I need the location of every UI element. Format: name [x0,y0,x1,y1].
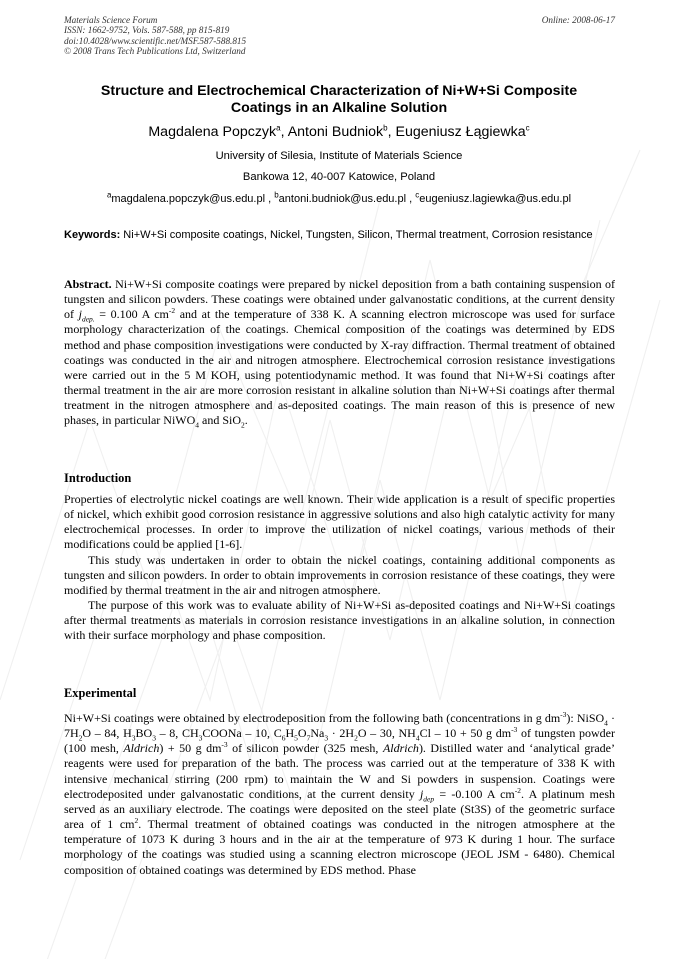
abstract-text: = 0.100 A cm [94,307,169,322]
experimental-text: · 2H [328,726,355,741]
author-name: Magdalena Popczyk [148,124,277,140]
affiliation-mark: c [525,123,530,133]
subscript: 2 [78,733,83,743]
author-name: Antoni Budniok [287,124,384,140]
subscript: 5 [294,733,298,743]
title-line-1: Structure and Electrochemical Characterization of Ni+W+Si Composite [100,83,578,99]
email-link[interactable]: magdalena.popczyk@us.edu.pl , [111,193,275,205]
superscript: -2 [514,785,522,795]
supplier-name: Aldrich [123,741,160,756]
email-mark: b [274,190,279,200]
experimental-text: Na [310,726,325,741]
experimental-text: – 8, CH [155,726,199,741]
superscript: -3 [560,710,567,719]
experimental-text: ). Distilled water and ‘analytical grade’ reagents were used for preparation of the bath. The process was carried out at the temperature of 338 K with intensive mechanical stirring (200 rpm) to maintain the W and Si powders in suspension. Coatings were electrodeposited under galvanostatic conditions, at the current density [64,741,615,801]
subscript: 3 [152,733,156,743]
title-line-2: Coatings in an Alkaline Solution [230,100,448,116]
experimental-text: of silicon powder (325 mesh, [227,741,383,756]
affiliation-address: Bankowa 12, 40-007 Katowice, Poland [242,171,436,183]
experimental-text: . A platinum mesh served as an auxiliary electrode. The coatings were deposited on the steel plate (St3S) of the geometric surface area of 1 cm [64,786,615,832]
journal-name: Materials Science Forum [64,15,158,25]
email-link[interactable]: eugeniusz.lagiewka@us.edu.pl [419,193,572,205]
superscript: -3 [221,740,228,750]
experimental-text: Cl – 10 + 50 g dm [419,726,512,741]
doi-line[interactable]: doi:10.4028/www.scientific.net/MSF.587-588.815 [64,35,247,46]
subscript: 7 [306,733,311,743]
affiliation-mark: a [276,123,281,133]
experimental-text: O – 30, NH [357,726,416,741]
author-separator: , [387,124,396,140]
email-mark: c [415,190,420,200]
experimental-text: ): NiSO [566,711,605,725]
abstract-text: . [244,413,248,428]
experimental-text: H [285,726,295,741]
affiliation-mark: b [383,123,388,133]
paragraph: Properties of electrolytic nickel coatings are well known. Their wide application is a result of specific properties of nickel, which exhibit good corrosion resistance in aggressive solutions and also high catalytic activity for many electrochemical processes. In order to improve the utilization of nickel coatings, various methods of their modifications could be applied [1-6]. [64,492,615,552]
experimental-text: O [297,726,307,741]
subscript: 4 [195,420,200,430]
copyright-line: © 2008 Trans Tech Publications Ltd, Switzerland [64,46,246,57]
affiliation-institution: University of Silesia, Institute of Materials Science [215,150,463,162]
abstract [64,277,615,429]
subscript: 2 [241,420,245,430]
supplier-name: Aldrich [382,741,419,756]
symbol-j: j [78,307,82,322]
experimental-text: ) + 50 g dm [159,741,222,756]
symbol-subscript: dep. [81,314,95,324]
subscript: 2 [354,733,358,743]
author-list [40,124,638,140]
email-mark: a [106,190,112,200]
online-date: Online: 2008-06-17 [541,15,615,25]
keywords-label: Keywords: [64,229,121,241]
symbol-subscript: dep [423,794,435,804]
keywords [64,228,618,242]
subscript: 3 [198,733,203,743]
section-heading-introduction: Introduction [64,471,132,485]
experimental-section [64,711,615,878]
subscript: 6 [281,733,286,743]
experimental-text: O – 84, H [82,726,132,741]
subscript: 4 [604,718,608,728]
paragraph: This study was undertaken in order to obtain the nickel coatings, containing additional components as tungsten and silicon powders. In order to obtain improvements in corrosion resistance of these coatings, they were modified by thermal treatment in the air and nitrogen atmosphere. [64,552,615,597]
email-link[interactable]: antoni.budniok@us.edu.pl , [278,193,416,205]
experimental-text: Ni+W+Si coatings were obtained by electrodeposition from the following bath (concentrations in g dm [64,711,561,725]
experimental-text: · 7H [64,711,616,741]
experimental-text: = -0.100 A cm [434,786,515,801]
experimental-text: COONa – 10, C [202,726,282,741]
author-separator: , [280,124,288,140]
abstract-text: and SiO [199,413,242,428]
subscript: 3 [131,733,136,743]
paper-title [40,83,638,117]
paragraph: The purpose of this work was to evaluate ability of Ni+W+Si as-deposited coatings and Ni+W+Si coatings after thermal treatments as materials in corrosion resistance investigations in an alkaline solution, in connection with their surface morphology and phase composition. [64,598,615,643]
superscript: -3 [511,725,518,735]
symbol-j: j [419,786,424,801]
introduction-section [64,492,615,644]
subscript: 3 [324,733,329,743]
experimental-text: of tungsten powder (100 mesh, [64,726,615,756]
author-name: Eugeniusz Łągiewka [395,124,526,140]
abstract-text: and at the temperature of 338 K. A scanning electron microscope was used for surface morphology characterization of the coatings. Chemical composition of the coatings was determined by EDS method and phase composition investigations were conducted by X-ray diffraction. Thermal treatment of obtained coatings was conducted in the air and nitrogen atmosphere. Electrochemical corrosion resistance investigations were carried out in the 5 M KOH, using potentiodynamic method. It was found that Ni+W+Si coatings after thermal treatment in the air are more corrosion resistant in alkaline solution than Ni+W+Si coatings after thermal treatment in the nitrogen atmosphere and as-deposited coatings. The main reason of this is presence of new phases, in particular NiWO [64,307,615,428]
superscript: -2 [168,306,176,316]
keywords-text: Ni+W+Si composite coatings, Nickel, Tungsten, Silicon, Thermal treatment, Corrosion resistance [120,229,593,241]
abstract-label: Abstract. [64,277,112,291]
experimental-text: . Thermal treatment of obtained coatings was conducted in the nitrogen atmosphere at the temperature of 1073 K during 3 hours and in the air at the temperature of 973 K during 1 hour. The surface morphology of the coatings was studied using a scanning electron microscope (JEOL JSM - 6480). Chemical composition of obtained coatings was determined by EDS method. Phase [64,817,615,877]
superscript: 2 [134,816,139,826]
subscript: 4 [415,733,420,743]
issn-line: ISSN: 1662-9752, Vols. 587-588, pp 815-819 [64,25,230,36]
experimental-text: BO [135,726,153,741]
author-emails [40,190,638,205]
abstract-text: Ni+W+Si composite coatings were prepared by nickel deposition from a bath containing suspension of tungsten and silicon powders. These coatings were obtained under galvanostatic conditions, at the current density of [64,277,615,322]
section-heading-experimental: Experimental [64,686,137,700]
journal-header [64,15,246,57]
